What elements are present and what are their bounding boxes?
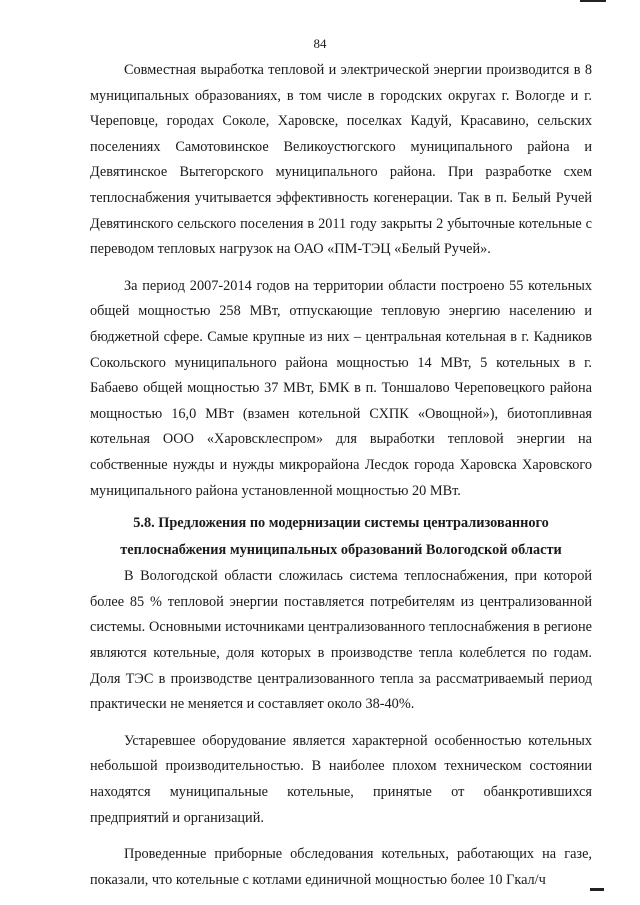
paragraph-outdated-equipment: Устаревшее оборудование является характерной особенностью котельных небольшой производительностью. В наиболее плохом техническом состоянии находятся муниципальные котельные, принятые от обанкротившихся предприятий и организаций. bbox=[90, 732, 592, 826]
document-body bbox=[90, 58, 592, 904]
paragraph-inspections: Проведенные приборные обследования котельных, работающих на газе, показали, что котельные с котлами единичной мощностью более 10 Гкал/ч bbox=[90, 846, 592, 888]
section-heading-line-1: 5.8. Предложения по модернизации системы централизованного bbox=[133, 515, 549, 532]
page-number: 84 bbox=[313, 36, 327, 51]
paragraph-heat-supply-system: В Вологодской области сложилась система теплоснабжения, при которой более 85 % тепловой энергии поставляется потребителям из централизованной системы. Основными источниками централизованного теплоснабжения в регионе являются котельные, доля которых в производстве тепла колеблется по годам. Доля ТЭС в производстве централизованного тепла за рассматриваемый период практически не меняется и составляет около 38-40%. bbox=[90, 568, 592, 713]
paragraph-new-boilers: За период 2007-2014 годов на территории области построено 55 котельных общей мощностью 258 МВт, отпускающие тепловую энергию населению и бюджетной сфере. Самые крупные из них – центральная котельная в г. Кадников Сокольского муниципального района мощностью 14 МВт, 5 котельных в г. Бабаево общей мощностью 37 МВт, БМК в п. Тоншалово Череповецкого района мощностью 16,0 МВт (взамен котельной СХПК «Овощной»), биотопливная котельная ООО «Харовсклеспром» для выработки тепловой энергии на собственные нужды и нужды микрорайона Лесдок города Харовска Харовского муниципального района установленной мощностью 20 МВт. bbox=[90, 277, 592, 499]
bottom-edge-mark bbox=[590, 888, 604, 891]
paragraph-cogeneration: Совместная выработка тепловой и электрической энергии производится в 8 муниципальных образованиях, в том числе в городских округах г. Вологде и г. Череповце, городах Соколе, Харовске, поселках Кадуй, Красавино, сельских поселениях Самотовинское Великоустюгского муниципального района и Девятинское Вытегорского муниципального района. При разработке схем теплоснабжения учитывается эффективность когенерации. Так в п. Белый Ручей Девятинского сельского поселения в 2011 году закрыты 2 убыточные котельные с переводом тепловых нагрузок на ОАО «ПМ-ТЭЦ «Белый Ручей». bbox=[90, 62, 592, 258]
top-edge-mark bbox=[580, 0, 606, 2]
section-heading-line-2: теплоснабжения муниципальных образований Вологодской области bbox=[120, 541, 562, 558]
